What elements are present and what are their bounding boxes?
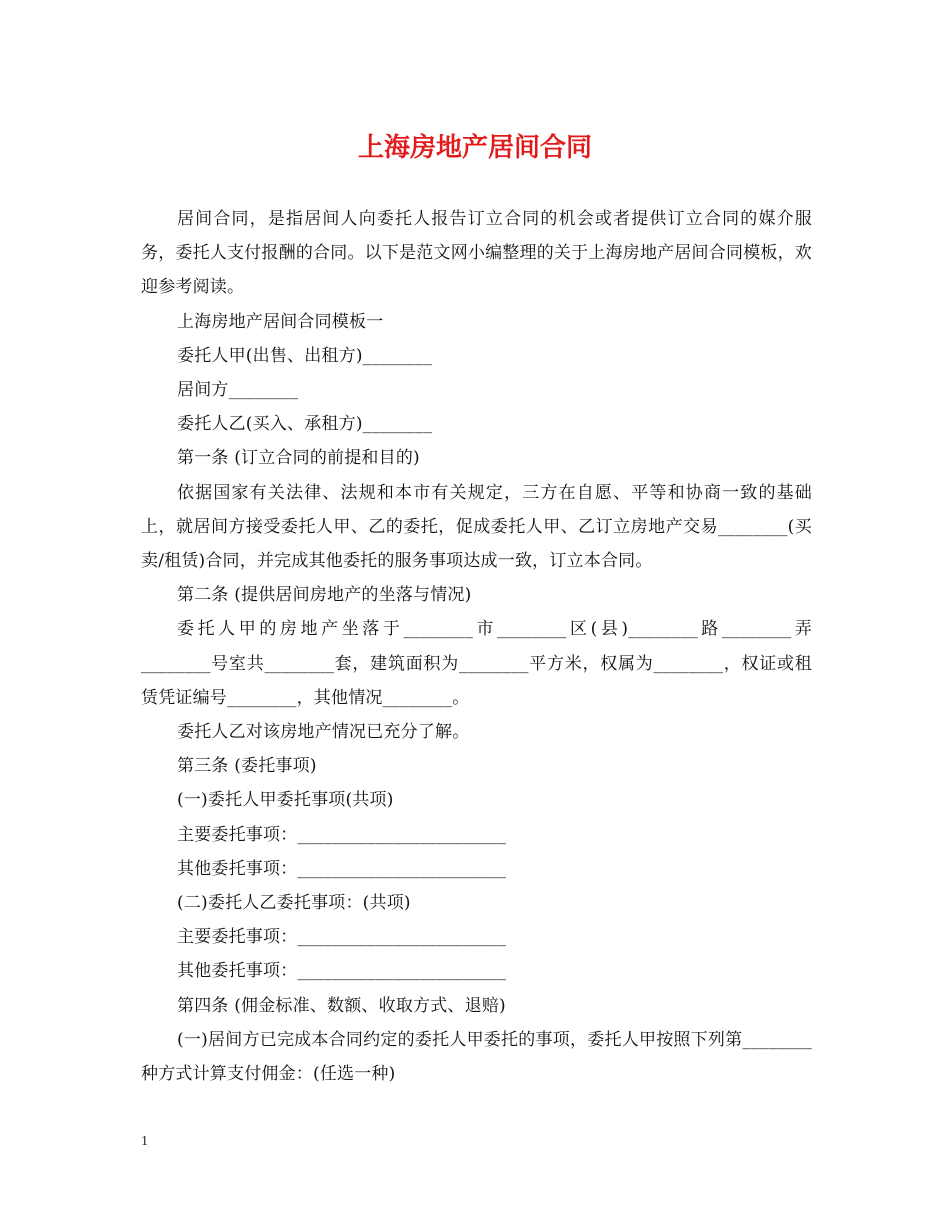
page-number: 1 [141, 1134, 148, 1149]
article-1-heading: 第一条 (订立合同的前提和目的) [177, 448, 420, 469]
party-b-line: 委托人乙(买入、承租方)________ [177, 414, 433, 435]
party-b-main-entrust-line: 主要委托事项：________________________ [177, 927, 507, 948]
template-heading: 上海房地产居间合同模板一 [177, 311, 384, 332]
article-4-heading: 第四条 (佣金标准、数额、收取方式、退赔) [177, 995, 506, 1016]
article-4-body: (一)居间方已完成本合同约定的委托人甲委托的事项，委托人甲按照下列第________种方式计算支付佣金：(任选一种) [141, 1029, 812, 1085]
document-body [141, 202, 812, 1091]
article-2-heading: 第二条 (提供居间房地产的坐落与情况) [177, 585, 472, 606]
intermediary-line: 居间方________ [177, 380, 299, 401]
article-2-body: 委托人甲的房地产坐落于________市________区(县)________路________弄________号室共________套，建筑面积为________平方米，权属为________，权证或租赁凭证编号________，其他情况________。 [141, 619, 812, 708]
party-b-entrust-heading: (二)委托人乙委托事项：(共项) [177, 893, 411, 914]
article-1-body: 依据国家有关法律、法规和本市有关规定，三方在自愿、平等和协商一致的基础上，就居间方接受委托人甲、乙的委托，促成委托人甲、乙订立房地产交易________(买卖/租赁)合同，并完成其他委托的服务事项达成一致，订立本合同。 [141, 482, 812, 572]
article-2-note: 委托人乙对该房地产情况已充分了解。 [177, 722, 470, 743]
article-3-heading: 第三条 (委托事项) [177, 756, 317, 777]
party-b-other-entrust-line: 其他委托事项：________________________ [177, 961, 507, 982]
intro-paragraph: 居间合同，是指居间人向委托人报告订立合同的机会或者提供订立合同的媒介服务，委托人支付报酬的合同。以下是范文网小编整理的关于上海房地产居间合同模板，欢迎参考阅读。 [141, 209, 812, 298]
document-title: 上海房地产居间合同 [357, 133, 592, 163]
party-a-main-entrust-line: 主要委托事项：________________________ [177, 824, 507, 845]
party-a-entrust-heading: (一)委托人甲委托事项(共项) [177, 790, 394, 811]
party-a-line: 委托人甲(出售、出租方)________ [177, 345, 433, 366]
party-a-other-entrust-line: 其他委托事项：________________________ [177, 858, 507, 879]
